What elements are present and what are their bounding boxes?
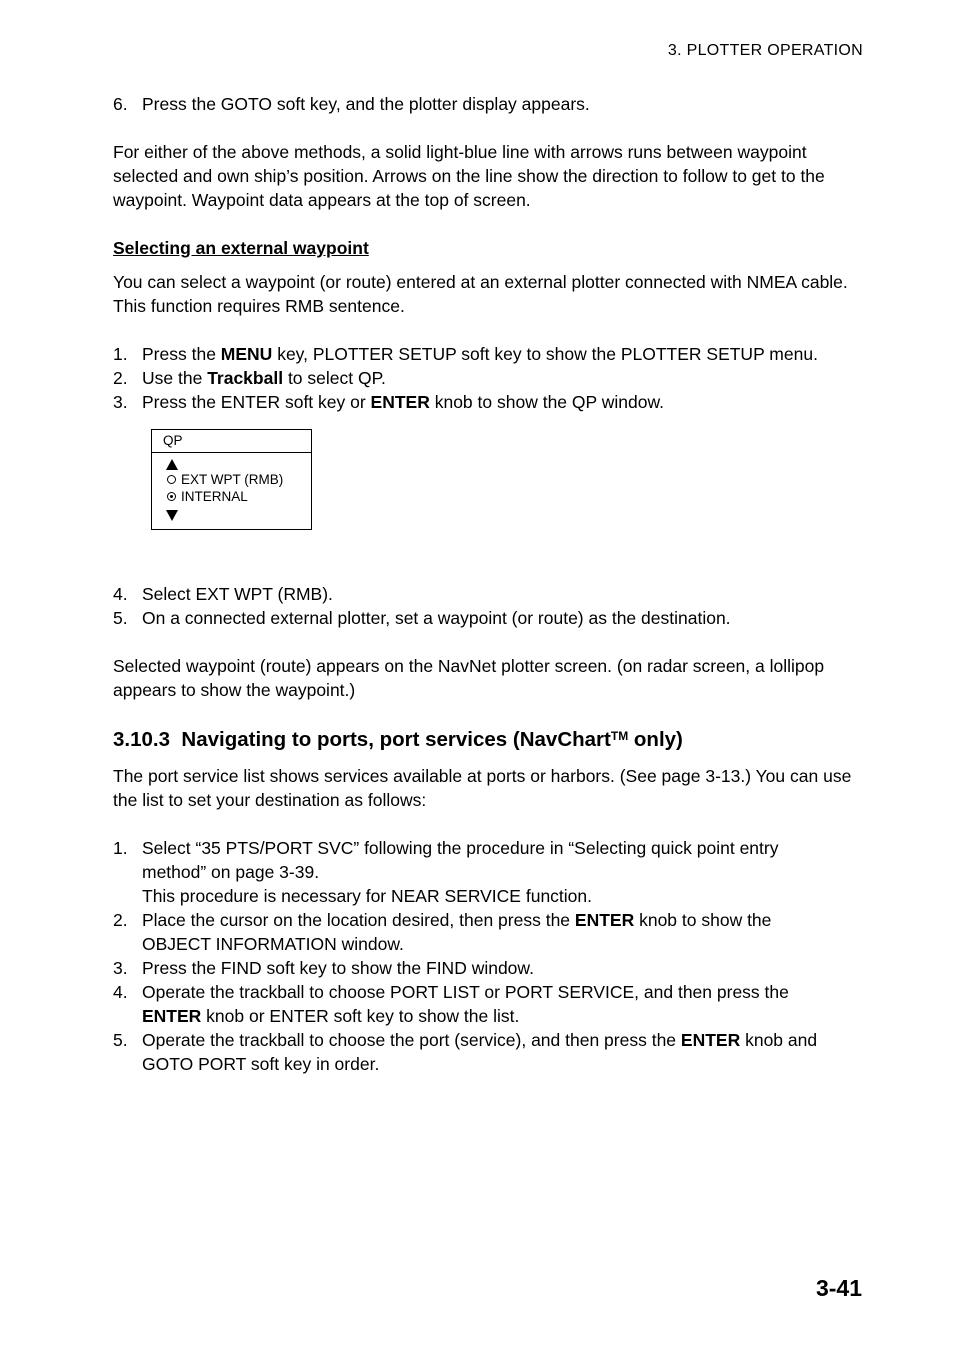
step-number: 4. (113, 584, 128, 604)
paragraph-port-list: The port service list shows services available at ports or harbors. (See page 3-13.) You can use the list to set your destination as follows: (113, 766, 852, 810)
page-number: 3-41 (815, 1275, 862, 1301)
list-item (113, 606, 873, 630)
key-name: ENTER (574, 910, 635, 930)
step-text: Select “35 PTS/PORT SVC” following the procedure in “Selecting quick point entry method” on page 3-39. (142, 838, 779, 882)
step-number: 2. (113, 910, 128, 930)
step-number: 4. (113, 982, 128, 1002)
step-text: key, PLOTTER SETUP soft key to show the PLOTTER SETUP menu. (272, 344, 818, 364)
step-list-external (113, 342, 873, 414)
step-text: to select QP. (283, 368, 386, 388)
section-title: Navigating to ports, port services (NavChart (181, 728, 611, 751)
step-text: Press the ENTER soft key or (142, 392, 371, 412)
list-item (113, 980, 843, 1028)
paragraph-methods: For either of the above methods, a solid light-blue line with arrows runs between waypoint selected and own ship’s position. Arrows on the line show the direction to follow to get to the waypoint. Waypoint data appears at the top of screen. (113, 142, 825, 210)
step-number: 1. (113, 344, 128, 364)
step-number: 5. (113, 608, 128, 628)
section-title-end: only) (628, 728, 683, 751)
step-list-ports (113, 836, 843, 1076)
step-text: Operate the trackball to choose PORT LIST or PORT SERVICE, and then press the (142, 982, 789, 1002)
trademark-mark: TM (610, 729, 629, 743)
radio-unselected-icon (167, 475, 176, 484)
list-item (113, 956, 843, 980)
step-text: On a connected external plotter, set a waypoint (or route) as the destination. (142, 608, 731, 628)
step-text: Place the cursor on the location desired, then press the (142, 910, 575, 930)
radio-selected-icon (167, 492, 176, 501)
key-name: ENTER (370, 392, 430, 412)
step-text: knob or ENTER soft key to show the list. (201, 1006, 520, 1026)
qp-window-figure (151, 429, 312, 530)
running-header: 3. PLOTTER OPERATION (667, 42, 863, 59)
list-item (113, 92, 873, 116)
scroll-down-arrow-icon (166, 510, 178, 521)
section-heading (113, 726, 683, 754)
option-label: INTERNAL (181, 489, 248, 504)
qp-option-internal (167, 488, 248, 505)
step-text: knob to show the OBJECT INFORMATION window. (142, 910, 772, 954)
step-number: 3. (113, 958, 128, 978)
scroll-up-arrow-icon (166, 459, 178, 470)
paragraph-external: You can select a waypoint (or route) entered at an external plotter connected with NMEA cable. This function requires RMB sentence. (113, 272, 848, 316)
list-item (113, 1028, 843, 1076)
step-number: 3. (113, 392, 128, 412)
paragraph-result: Selected waypoint (route) appears on the NavNet plotter screen. (on radar screen, a lollipop appears to show the waypoint.) (113, 656, 825, 700)
list-item (113, 836, 843, 908)
step-number: 1. (113, 838, 128, 858)
key-name: MENU (220, 344, 273, 364)
list-item (113, 582, 873, 606)
step-text: Select EXT WPT (RMB). (142, 584, 333, 604)
qp-window-title: QP (152, 430, 311, 453)
step-list-select (113, 582, 873, 630)
section-number: 3.10.3 (113, 728, 170, 751)
step-number: 6. (113, 94, 128, 114)
step-text: Press the FIND soft key to show the FIND window. (142, 958, 534, 978)
qp-option-ext-wpt (167, 471, 283, 488)
option-label: EXT WPT (RMB) (181, 472, 284, 487)
list-item (113, 342, 873, 366)
step-text: Press the (142, 344, 221, 364)
step-note: This procedure is necessary for NEAR SERVICE function. (142, 886, 593, 906)
step-text: Operate the trackball to choose the port (service), and then press the (142, 1030, 681, 1050)
step-text: knob to show the QP window. (429, 392, 664, 412)
step-text: knob and GOTO PORT soft key in order. (142, 1030, 818, 1074)
list-item (113, 908, 843, 956)
step-text: Use the (142, 368, 208, 388)
key-name: ENTER (680, 1030, 741, 1050)
step-text: Press the GOTO soft key, and the plotter display appears. (142, 94, 590, 114)
step-list-goto (113, 92, 873, 116)
step-number: 5. (113, 1030, 128, 1050)
list-item (113, 366, 873, 390)
step-number: 2. (113, 368, 128, 388)
key-name: ENTER (142, 1006, 202, 1026)
key-name: Trackball (207, 368, 284, 388)
list-item (113, 390, 873, 414)
subsection-heading: Selecting an external waypoint (113, 238, 369, 258)
